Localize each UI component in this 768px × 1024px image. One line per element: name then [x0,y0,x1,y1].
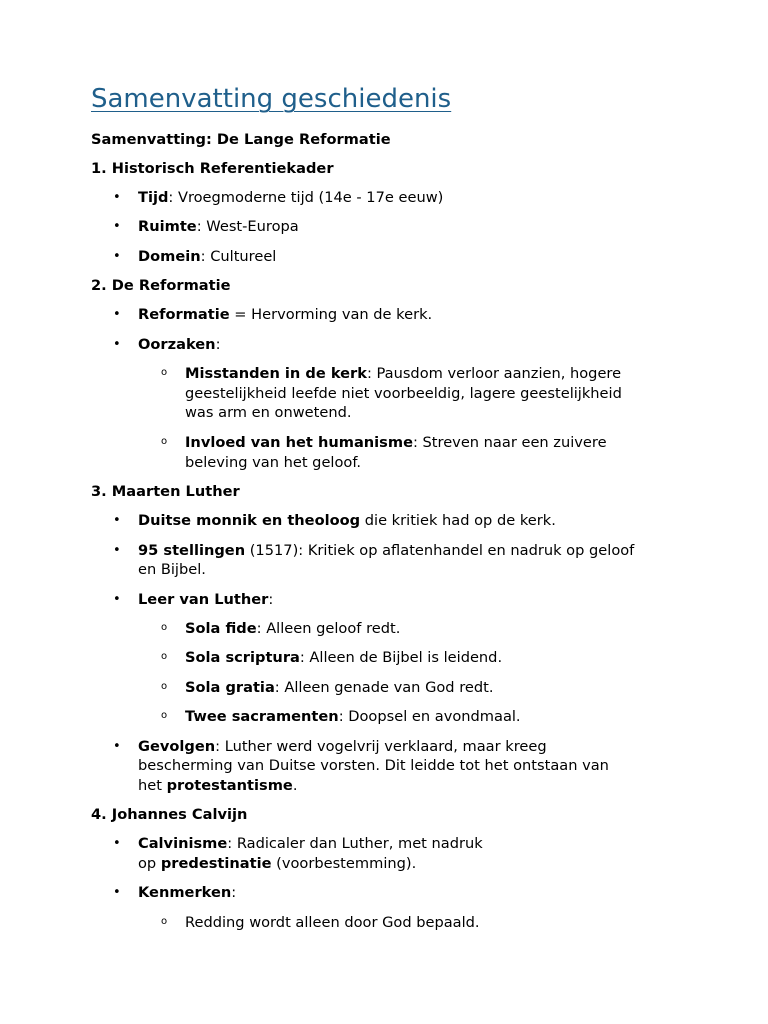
list-item: 95 stellingen (1517): Kritiek op aflatenhandel en nadruk op geloof [138,542,635,559]
sub-list-item-continuation: geestelijkheid leefde niet voorbeeldig, lagere geestelijkheid [185,385,622,402]
list-item: Oorzaken: [138,336,221,353]
list-item-continuation: het protestantisme. [138,777,298,794]
sub-bullet-icon: o [161,367,168,378]
section-heading: 4. Johannes Calvijn [91,806,248,823]
bullet-icon: • [113,885,121,900]
bullet-icon: • [113,337,121,352]
bullet-icon: • [113,543,121,558]
list-item: Duitse monnik en theoloog die kritiek had op de kerk. [138,512,556,529]
list-item: Calvinisme: Radicaler dan Luther, met nadruk [138,835,483,852]
sub-list-item: Misstanden in de kerk: Pausdom verloor aanzien, hogere [185,365,622,382]
sub-bullet-icon: o [161,622,168,633]
list-item: Kenmerken: [138,884,237,901]
sub-list-item-continuation: was arm en onwetend. [185,404,352,421]
bullet-icon: • [113,592,121,607]
sub-bullet-icon: o [161,916,168,927]
section-heading: 3. Maarten Luther [91,483,240,500]
sub-list-item: Sola gratia: Alleen genade van God redt. [185,679,494,696]
bullet-icon: • [113,513,121,528]
bullet-icon: • [113,219,121,234]
sub-list-item: Sola scriptura: Alleen de Bijbel is leidend. [185,649,503,666]
list-item: Reformatie = Hervorming van de kerk. [138,306,433,323]
section-heading: 1. Historisch Referentiekader [91,160,334,177]
list-item-continuation: en Bijbel. [138,561,206,578]
list-item-continuation: bescherming van Duitse vorsten. Dit leidde tot het ontstaan van [138,757,609,774]
list-item: Tijd: Vroegmoderne tijd (14e - 17e eeuw) [138,189,444,206]
bullet-icon: • [113,836,121,851]
bullet-icon: • [113,190,121,205]
sub-bullet-icon: o [161,710,168,721]
sub-bullet-icon: o [161,651,168,662]
sub-bullet-icon: o [161,436,168,447]
list-item: Gevolgen: Luther werd vogelvrij verklaard, maar kreeg [138,738,547,755]
bullet-icon: • [113,307,121,322]
section-heading: 2. De Reformatie [91,277,231,294]
sub-list-item-continuation: beleving van het geloof. [185,454,362,471]
document-subtitle: Samenvatting: De Lange Reformatie [91,131,391,148]
document-title: Samenvatting geschiedenis [91,84,452,114]
bullet-icon: • [113,739,121,754]
list-item: Leer van Luther: [138,591,274,608]
sub-list-item: Twee sacramenten: Doopsel en avondmaal. [185,708,521,725]
list-item: Ruimte: West-Europa [138,218,299,235]
sub-list-item: Invloed van het humanisme: Streven naar een zuivere [185,434,607,451]
sub-bullet-icon: o [161,681,168,692]
list-item: Domein: Cultureel [138,248,277,265]
sub-list-item: Redding wordt alleen door God bepaald. [185,914,480,931]
sub-list-item: Sola fide: Alleen geloof redt. [185,620,401,637]
bullet-icon: • [113,249,121,264]
list-item-continuation: op predestinatie (voorbestemming). [138,855,417,872]
